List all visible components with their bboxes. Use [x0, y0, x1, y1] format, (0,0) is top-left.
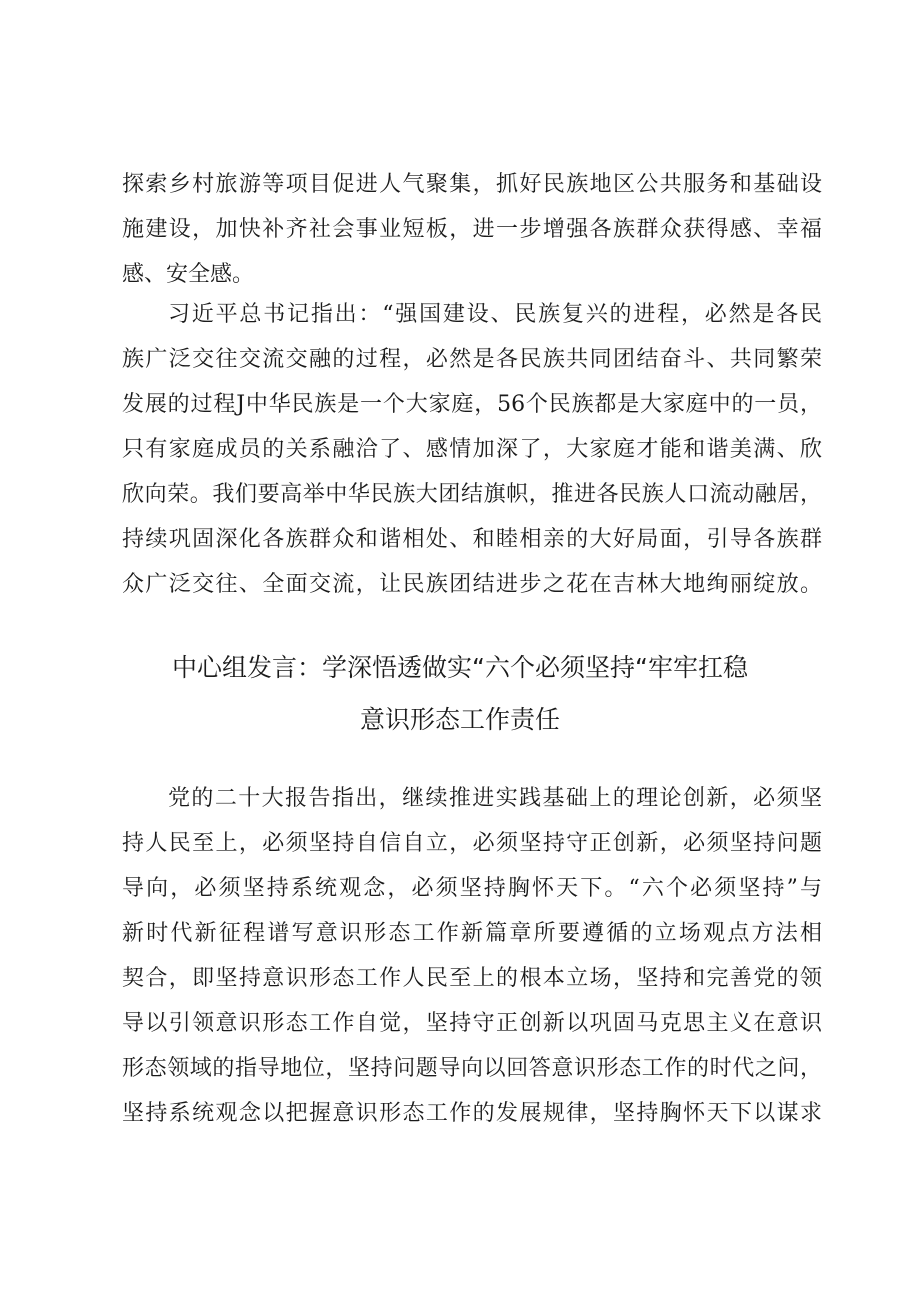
text-line: 导以引领意识形态工作自觉，坚持守正创新以巩固马克思主义在意识 — [122, 1011, 822, 1036]
section-heading — [0, 642, 920, 746]
text-line: 众广泛交往、全面交流，让民族团结进步之花在吉林大地绚丽绽放。 — [122, 572, 822, 597]
heading-line: 意识形态工作责任 — [359, 705, 560, 734]
text-line: 坚持系统观念以把握意识形态工作的发展规律，坚持胸怀天下以谋求 — [122, 1101, 822, 1126]
text-line: 感、安全感。 — [122, 262, 255, 287]
text-line: 新时代新征程谱写意识形态工作新篇章所要遵循的立场观点方法相 — [122, 921, 822, 946]
text-line: 族广泛交往交流交融的过程，必然是各民族共同团结奋斗、共同繁荣 — [122, 347, 822, 372]
body-paragraph — [122, 162, 822, 297]
text-line: 发展的过程J中华民族是一个大家庭，56个民族都是大家庭中的一员， — [122, 392, 822, 417]
heading-line: 中心组发言：学深悟透做实“六个必须坚持“牢牢扛稳 — [172, 653, 748, 682]
text-line: 欣向荣。我们要高举中华民族大团结旗帜，推进各民族人口流动融居， — [122, 482, 822, 507]
text-line: 习近平总书记指出：“强国建设、民族复兴的进程，必然是各民 — [168, 302, 822, 327]
text-line: 只有家庭成员的关系融洽了、感情加深了，大家庭才能和谐美满、欣 — [122, 437, 822, 462]
body-paragraph — [122, 292, 822, 607]
text-line: 党的二十大报告指出，继续推进实践基础上的理论创新，必须坚 — [168, 786, 822, 811]
text-line: 持续巩固深化各族群众和谐相处、和睦相亲的大好局面，引导各族群 — [122, 527, 822, 552]
body-paragraph — [122, 776, 822, 1136]
text-line: 探索乡村旅游等项目促进人气聚集，抓好民族地区公共服务和基础设 — [122, 172, 822, 197]
text-line: 施建设，加快补齐社会事业短板，进一步增强各族群众获得感、幸福 — [122, 217, 822, 242]
text-line: 导向，必须坚持系统观念，必须坚持胸怀天下。“六个必须坚持”与 — [122, 876, 822, 901]
text-line: 持人民至上，必须坚持自信自立，必须坚持守正创新，必须坚持问题 — [122, 831, 822, 856]
text-line: 契合，即坚持意识形态工作人民至上的根本立场，坚持和完善党的领 — [122, 966, 822, 991]
text-line: 形态领域的指导地位，坚持问题导向以回答意识形态工作的时代之问， — [122, 1056, 822, 1081]
